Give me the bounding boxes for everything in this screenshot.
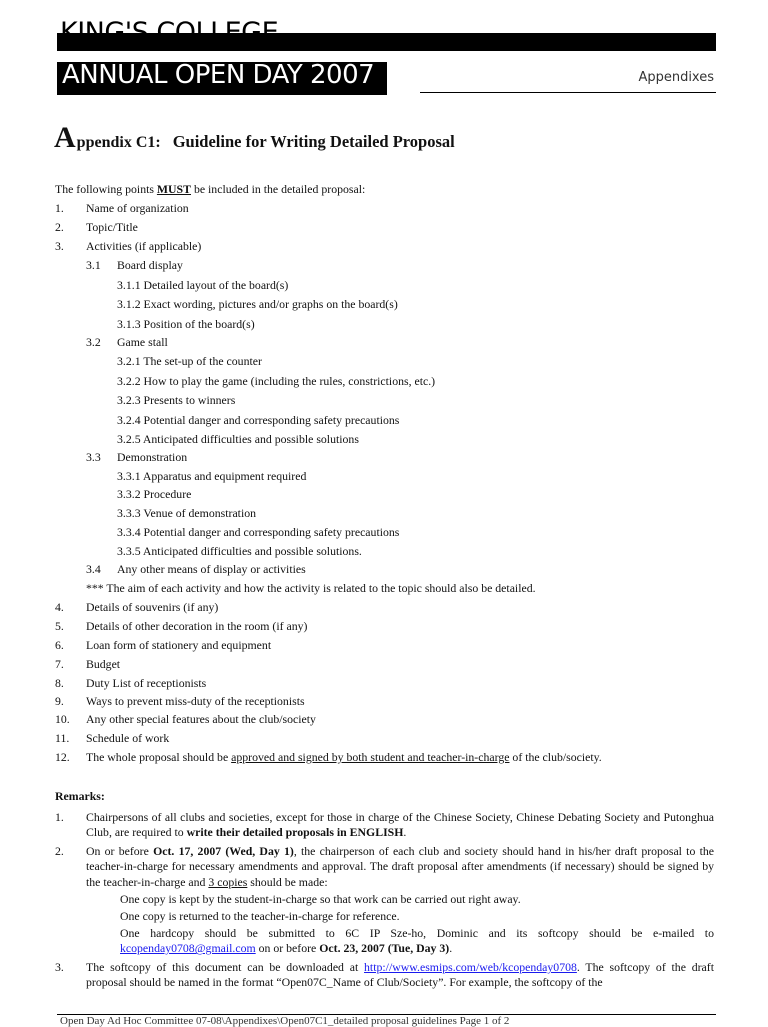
remark1-text: Chairpersons of all clubs and societies, except for those in charge of the Chinese Society, Chinese Debating Society and Putonghua Club, are required to [86,810,714,840]
subitem-number: 3.2 [86,335,101,349]
item-text: Duty List of receptionists [86,676,207,690]
copy3-mid: on or before [255,941,320,956]
footer-text: Open Day Ad Hoc Committee 07-08\Appendixes\Open07C1_detailed proposal guidelines Page 1 of 2 [60,1015,510,1027]
intro-post: be included in the detailed proposal: [191,182,366,196]
subsubitem: 3.1.3 Position of the board(s) [117,317,255,331]
remark-text [86,844,714,890]
subsubitem: 3.1.1 Detailed layout of the board(s) [117,278,289,292]
remark2-body: , the chairperson of each club and society should hand in his/her draft proposal to the teacher-in-charge for necessary amendments and approval. The draft proposal after amendments (if necessary) should be signed by the teacher-in-charge and [86,844,714,889]
remark-number: 1. [55,810,64,824]
item-number: 1. [55,201,64,215]
item-text: Schedule of work [86,731,170,745]
remark1-end: . [403,825,407,840]
item-text: Name of organization [86,201,189,215]
subitem-number: 3.1 [86,258,101,272]
remark1-bold: write their detailed proposals in ENGLISH [186,825,404,840]
item-number: 7. [55,657,64,671]
subsubitem: 3.2.3 Presents to winners [117,393,236,407]
appendix-heading [54,121,455,155]
subitem-number: 3.3 [86,450,101,464]
remark-text [86,960,714,991]
copy3-end: . [449,941,453,956]
subsubitem: 3.3.4 Potential danger and corresponding safety precautions [117,525,400,539]
item-number: 3. [55,239,64,253]
remark2-end: should be made: [247,874,328,889]
subsubitem: 3.2.1 The set-up of the counter [117,354,262,368]
subitem-text: Any other means of display or activities [117,562,306,576]
intro-must: MUST [156,182,191,196]
subitem-text: Board display [117,258,183,272]
item-text: Activities (if applicable) [86,239,202,253]
intro-line [55,182,365,197]
activity-note: *** The aim of each activity and how the activity is related to the topic should also be detailed. [86,581,536,595]
item-text: Details of souvenirs (if any) [86,600,219,614]
subsubitem: 3.3.5 Anticipated difficulties and possible solutions. [117,544,362,558]
subsubitem: 3.3.1 Apparatus and equipment required [117,469,307,483]
subsubitem: 3.3.3 Venue of demonstration [117,506,257,520]
item-text: Any other special features about the club/society [86,712,316,726]
item-text: Details of other decoration in the room (if any) [86,619,308,633]
remark2-text: On or before [86,844,154,858]
item12-underlined: approved and signed by both student and teacher-in-charge [231,750,510,764]
copy3-date: Oct. 23, 2007 (Tue, Day 3) [319,941,450,956]
remark-number: 3. [55,960,64,974]
remark3-text: The softcopy of this document can be downloaded at [86,960,365,974]
subsubitem: 3.2.4 Potential danger and corresponding safety precautions [117,413,400,427]
item12-post: of the club/society. [509,750,602,764]
item-number: 2. [55,220,64,234]
appendix-initial: A [54,121,76,154]
appendix-title: Guideline for Writing Detailed Proposal [172,132,455,151]
email-link[interactable]: kcopenday0708@gmail.com [120,941,256,956]
item-text: Ways to prevent miss-duty of the receptionists [86,694,305,708]
remark2-date: Oct. 17, 2007 (Wed, Day 1) [153,844,294,858]
item-text: Budget [86,657,121,671]
download-link[interactable]: http://www.esmips.com/web/kcopenday0708 [364,960,577,974]
event-title: ANNUAL OPEN DAY 2007 [62,60,375,90]
remarks-heading: Remarks: [55,789,105,803]
item-number: 5. [55,619,64,633]
item-number: 9. [55,694,64,708]
item-number: 12. [55,750,70,764]
remark-number: 2. [55,844,64,858]
copy-item: One copy is returned to the teacher-in-charge for reference. [120,909,400,923]
item-number: 11. [55,731,70,745]
copy-item: One copy is kept by the student-in-charge so that work can be carried out right away. [120,892,521,906]
item-text [86,750,602,765]
subitem-number: 3.4 [86,562,101,576]
item-text: Topic/Title [86,220,138,234]
appendix-label: ppendix C1: [76,134,161,151]
remark-text [86,810,714,841]
remark2-copies: 3 copies [208,874,248,889]
remark3-end: . The softcopy of the draft proposal should be named in the format “Open07C_Name of Club/Society”. For example, the softcopy of the [86,960,714,990]
intro-pre: The following points [55,182,157,196]
item-number: 8. [55,676,64,690]
subitem-text: Game stall [117,335,168,349]
copy3-text: One hardcopy should be submitted to 6C IP Sze-ho, Dominic and its softcopy should be e-mailed to [120,926,714,940]
subsubitem: 3.1.2 Exact wording, pictures and/or graphs on the board(s) [117,297,398,311]
subsubitem: 3.2.5 Anticipated difficulties and possible solutions [117,432,359,446]
item-text: Loan form of stationery and equipment [86,638,272,652]
subsubitem: 3.2.2 How to play the game (including the rules, constrictions, etc.) [117,374,436,388]
item12-pre: The whole proposal should be [86,750,232,764]
subsubitem: 3.3.2 Procedure [117,487,192,501]
college-title: KING'S COLLEGE [60,17,279,48]
item-number: 4. [55,600,64,614]
item-number: 6. [55,638,64,652]
subitem-text: Demonstration [117,450,188,464]
header-rule [420,92,716,93]
section-label: Appendixes [638,70,714,85]
item-number: 10. [55,712,70,726]
copy-item [120,926,714,957]
